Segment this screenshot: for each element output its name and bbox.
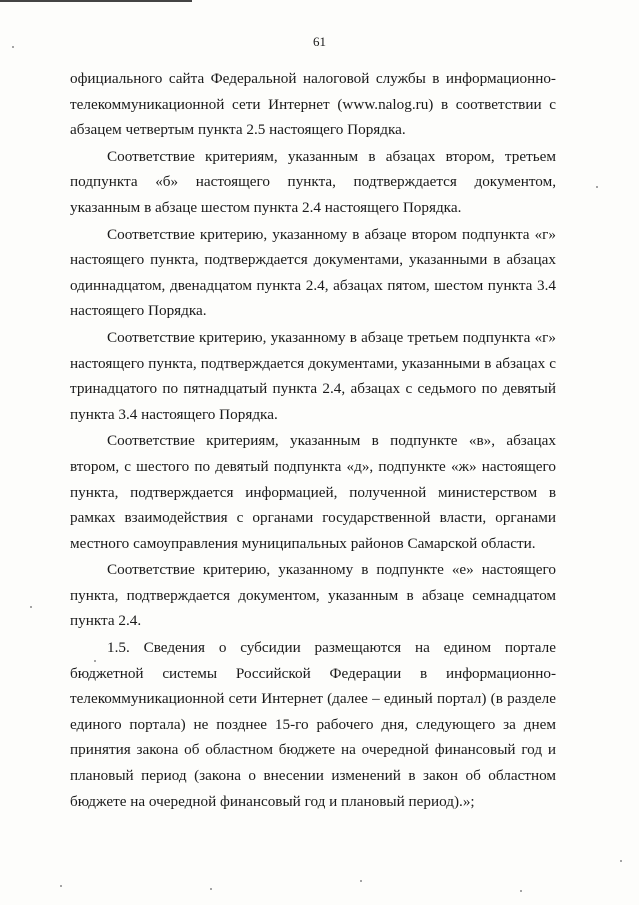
page-number: 61 bbox=[313, 34, 326, 49]
scan-speck bbox=[520, 890, 522, 892]
scan-speck bbox=[596, 186, 598, 188]
scan-speck bbox=[30, 606, 32, 608]
paragraph-7: 1.5. Сведения о субсидии размещаются на едином портале бюджетной системы Российской Федерации в информационно-телекоммуникационной сети Интернет (далее – единый портал) (в разделе единого портала) не позднее 15-го рабочего дня, следующего за днем принятия закона об областном бюджете на очередной финансовый год и плановый период (закона о внесении изменений в закон об областном бюджете на очередной финансовый год и плановый период).»; bbox=[70, 639, 556, 810]
paragraph-5: Соответствие критериям, указанным в подпункте «в», абзацах втором, с шестого по девятый подпункта «д», подпункте «ж» настоящего пункта, подтверждается информацией, полученной министерством в рамках взаимодействия с органами государственной власти, органами местного самоуправления муниципальных районов Самарской области. bbox=[70, 432, 556, 552]
paragraph-3: Соответствие критерию, указанному в абзаце втором подпункта «г» настоящего пункта, подтверждается документами, указанными в абзацах одиннадцатом, двенадцатом пункта 2.4, абзацах пятом, шестом пункта 3.4 настоящего Порядка. bbox=[70, 225, 556, 320]
scan-speck bbox=[94, 660, 96, 662]
scan-speck bbox=[60, 885, 62, 887]
scan-top-border bbox=[0, 0, 192, 2]
paragraph-2: Соответствие критериям, указанным в абзацах втором, третьем подпункта «б» настоящего пункта, подтверждается документом, указанным в абзаце шестом пункта 2.4 настоящего Порядка. bbox=[70, 147, 556, 216]
document-body bbox=[70, 66, 556, 814]
scan-speck bbox=[360, 880, 362, 882]
paragraph-6: Соответствие критерию, указанному в подпункте «е» настоящего пункта, подтверждается документом, указанным в абзаце семнадцатом пункта 2.4. bbox=[70, 561, 556, 630]
paragraph-4: Соответствие критерию, указанному в абзаце третьем подпункта «г» настоящего пункта, подтверждается документами, указанными в абзацах с тринадцатого по пятнадцатый пункта 2.4, абзацах с седьмого по девятый пункта 3.4 настоящего Порядка. bbox=[70, 328, 556, 423]
scan-speck bbox=[620, 860, 622, 862]
scan-speck bbox=[12, 46, 14, 48]
scan-speck bbox=[210, 888, 212, 890]
paragraph-1: официального сайта Федеральной налоговой службы в информационно-телекоммуникационной сети Интернет (www.nalog.ru) в соответствии с абзацем четвертым пункта 2.5 настоящего Порядка. bbox=[70, 70, 556, 139]
